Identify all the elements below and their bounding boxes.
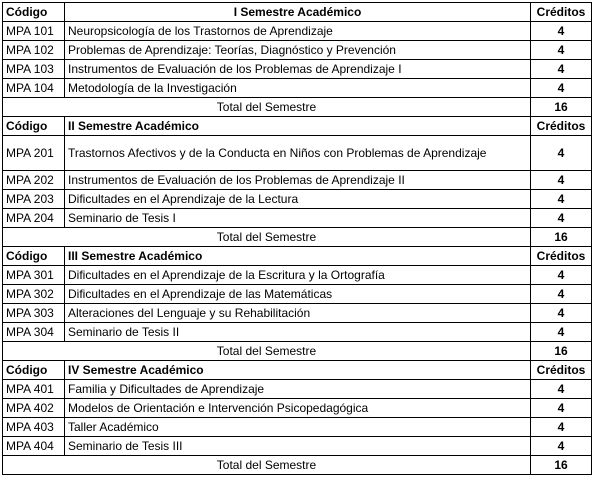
table-row bbox=[3, 323, 592, 342]
course-credits: 4 bbox=[531, 190, 592, 209]
semester-title: IV Semestre Académico bbox=[65, 361, 531, 380]
column-header-credits: Créditos bbox=[531, 247, 592, 266]
course-code: MPA 101 bbox=[3, 22, 65, 41]
course-code: MPA 104 bbox=[3, 79, 65, 98]
table-row bbox=[3, 380, 592, 399]
course-code: MPA 301 bbox=[3, 266, 65, 285]
course-credits: 4 bbox=[531, 304, 592, 323]
total-label: Total del Semestre bbox=[3, 98, 531, 117]
table-row bbox=[3, 60, 592, 79]
semester-total-row bbox=[3, 98, 592, 117]
table-row bbox=[3, 136, 592, 171]
course-credits: 4 bbox=[531, 60, 592, 79]
course-code: MPA 302 bbox=[3, 285, 65, 304]
course-name: Familia y Dificultades de Aprendizaje bbox=[65, 380, 531, 399]
course-code: MPA 402 bbox=[3, 399, 65, 418]
table-row bbox=[3, 285, 592, 304]
course-code: MPA 304 bbox=[3, 323, 65, 342]
course-name: Seminario de Tesis I bbox=[65, 209, 531, 228]
course-credits: 4 bbox=[531, 41, 592, 60]
column-header-credits: Créditos bbox=[531, 3, 592, 22]
table-row bbox=[3, 418, 592, 437]
curriculum-table bbox=[2, 2, 592, 475]
semester-total-row bbox=[3, 456, 592, 475]
column-header-code: Código bbox=[3, 361, 65, 380]
course-credits: 4 bbox=[531, 285, 592, 304]
semester-total: 16 bbox=[531, 98, 592, 117]
semester-header bbox=[3, 361, 592, 380]
course-name: Modelos de Orientación e Intervención Psicopedagógica bbox=[65, 399, 531, 418]
table-row bbox=[3, 22, 592, 41]
course-code: MPA 203 bbox=[3, 190, 65, 209]
course-credits: 4 bbox=[531, 437, 592, 456]
semester-title: I Semestre Académico bbox=[65, 3, 531, 22]
course-credits: 4 bbox=[531, 22, 592, 41]
total-label: Total del Semestre bbox=[3, 342, 531, 361]
semester-total: 16 bbox=[531, 456, 592, 475]
column-header-credits: Créditos bbox=[531, 361, 592, 380]
course-code: MPA 303 bbox=[3, 304, 65, 323]
course-credits: 4 bbox=[531, 380, 592, 399]
course-name: Dificultades en el Aprendizaje de la Escritura y la Ortografía bbox=[65, 266, 531, 285]
course-name: Metodología de la Investigación bbox=[65, 79, 531, 98]
column-header-code: Código bbox=[3, 117, 65, 136]
course-code: MPA 404 bbox=[3, 437, 65, 456]
course-code: MPA 102 bbox=[3, 41, 65, 60]
course-code: MPA 103 bbox=[3, 60, 65, 79]
course-code: MPA 204 bbox=[3, 209, 65, 228]
semester-total: 16 bbox=[531, 342, 592, 361]
column-header-code: Código bbox=[3, 3, 65, 22]
course-code: MPA 202 bbox=[3, 171, 65, 190]
course-name: Neuropsicología de los Trastornos de Aprendizaje bbox=[65, 22, 531, 41]
course-credits: 4 bbox=[531, 418, 592, 437]
course-name: Dificultades en el Aprendizaje de la Lectura bbox=[65, 190, 531, 209]
semester-header bbox=[3, 247, 592, 266]
course-name: Trastornos Afectivos y de la Conducta en Niños con Problemas de Aprendizaje bbox=[65, 136, 531, 171]
semester-title: III Semestre Académico bbox=[65, 247, 531, 266]
table-row bbox=[3, 171, 592, 190]
course-code: MPA 201 bbox=[3, 136, 65, 171]
course-code: MPA 401 bbox=[3, 380, 65, 399]
course-credits: 4 bbox=[531, 266, 592, 285]
total-label: Total del Semestre bbox=[3, 456, 531, 475]
course-credits: 4 bbox=[531, 399, 592, 418]
course-name: Problemas de Aprendizaje: Teorías, Diagnóstico y Prevención bbox=[65, 41, 531, 60]
table-row bbox=[3, 79, 592, 98]
course-name: Seminario de Tesis II bbox=[65, 323, 531, 342]
course-name: Taller Académico bbox=[65, 418, 531, 437]
table-row bbox=[3, 209, 592, 228]
column-header-credits: Créditos bbox=[531, 117, 592, 136]
table-row bbox=[3, 437, 592, 456]
semester-total: 16 bbox=[531, 228, 592, 247]
semester-total-row bbox=[3, 342, 592, 361]
table-row bbox=[3, 304, 592, 323]
course-name: Seminario de Tesis III bbox=[65, 437, 531, 456]
course-code: MPA 403 bbox=[3, 418, 65, 437]
course-name: Dificultades en el Aprendizaje de las Matemáticas bbox=[65, 285, 531, 304]
course-credits: 4 bbox=[531, 171, 592, 190]
column-header-code: Código bbox=[3, 247, 65, 266]
table-row bbox=[3, 190, 592, 209]
course-credits: 4 bbox=[531, 136, 592, 171]
course-name: Instrumentos de Evaluación de los Problemas de Aprendizaje II bbox=[65, 171, 531, 190]
semester-header bbox=[3, 117, 592, 136]
course-credits: 4 bbox=[531, 79, 592, 98]
table-row bbox=[3, 399, 592, 418]
semester-header bbox=[3, 3, 592, 22]
table-row bbox=[3, 41, 592, 60]
course-credits: 4 bbox=[531, 323, 592, 342]
table-row bbox=[3, 266, 592, 285]
course-credits: 4 bbox=[531, 209, 592, 228]
total-label: Total del Semestre bbox=[3, 228, 531, 247]
semester-total-row bbox=[3, 228, 592, 247]
course-name: Instrumentos de Evaluación de los Problemas de Aprendizaje I bbox=[65, 60, 531, 79]
semester-title: II Semestre Académico bbox=[65, 117, 531, 136]
course-name: Alteraciones del Lenguaje y su Rehabilitación bbox=[65, 304, 531, 323]
